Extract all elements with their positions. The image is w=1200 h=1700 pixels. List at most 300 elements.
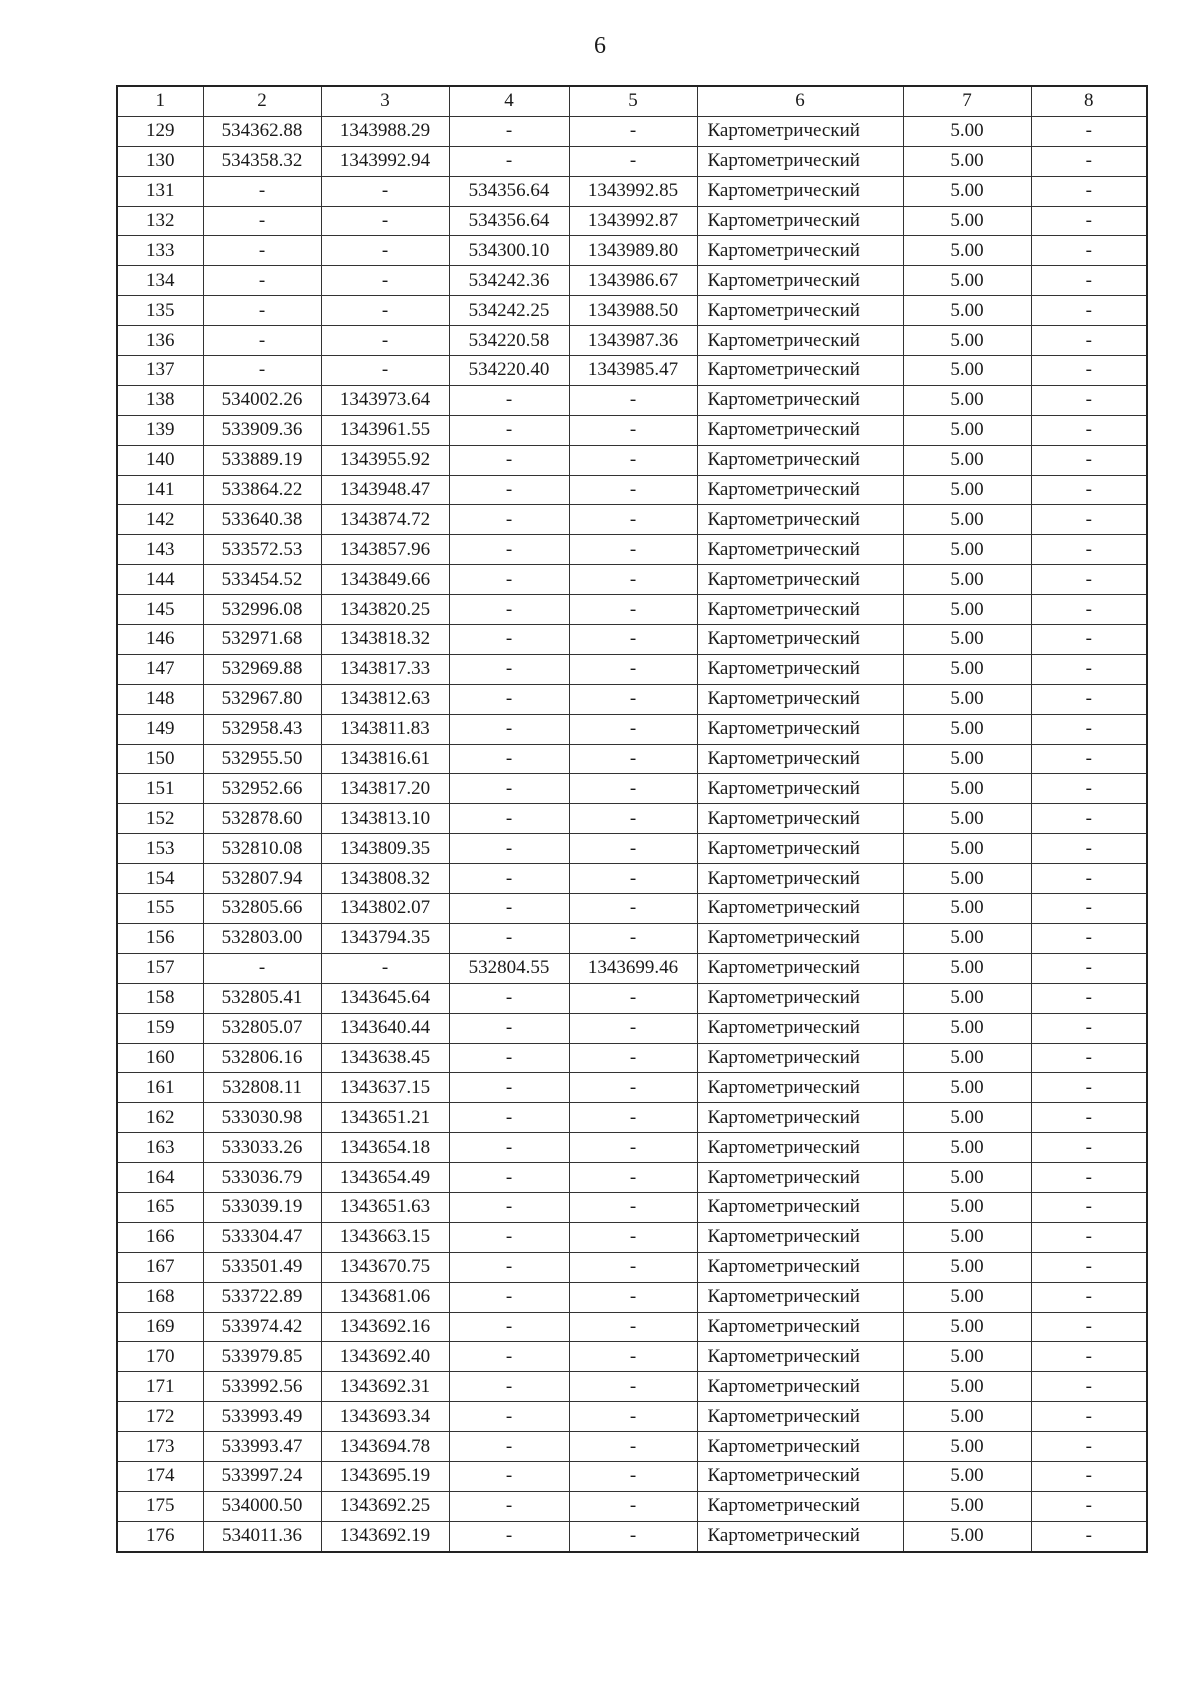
table-row [117, 1282, 1147, 1312]
x-coord-new-cell: - [449, 1103, 569, 1133]
x-coord-cell: 532805.66 [203, 894, 321, 924]
y-coord-new-cell: 1343699.46 [569, 953, 697, 983]
method-cell: Картометрический [697, 684, 903, 714]
table-row [117, 296, 1147, 326]
method-cell: Картометрический [697, 565, 903, 595]
x-coord-new-cell: - [449, 1133, 569, 1163]
point-number-cell: 144 [117, 565, 203, 595]
table-row [117, 415, 1147, 445]
y-coord-new-cell: - [569, 385, 697, 415]
accuracy-cell: 5.00 [903, 266, 1031, 296]
y-coord-new-cell: - [569, 714, 697, 744]
point-number-cell: 162 [117, 1103, 203, 1133]
x-coord-cell: 533036.79 [203, 1163, 321, 1193]
y-coord-cell: 1343973.64 [321, 385, 449, 415]
method-cell: Картометрический [697, 953, 903, 983]
point-number-cell: 167 [117, 1252, 203, 1282]
table-row [117, 864, 1147, 894]
y-coord-new-cell: - [569, 894, 697, 924]
method-cell: Картометрический [697, 1133, 903, 1163]
x-coord-new-cell: 534356.64 [449, 176, 569, 206]
method-cell: Картометрический [697, 146, 903, 176]
method-cell: Картометрический [697, 206, 903, 236]
x-coord-new-cell: - [449, 475, 569, 505]
accuracy-cell: 5.00 [903, 1372, 1031, 1402]
table-row [117, 1013, 1147, 1043]
y-coord-cell: 1343955.92 [321, 445, 449, 475]
x-coord-new-cell: - [449, 415, 569, 445]
table-row [117, 894, 1147, 924]
note-cell: - [1031, 1432, 1147, 1462]
x-coord-cell: 534002.26 [203, 385, 321, 415]
x-coord-new-cell: - [449, 1073, 569, 1103]
accuracy-cell: 5.00 [903, 445, 1031, 475]
note-cell: - [1031, 625, 1147, 655]
y-coord-cell: 1343637.15 [321, 1073, 449, 1103]
point-number-cell: 176 [117, 1521, 203, 1551]
accuracy-cell: 5.00 [903, 923, 1031, 953]
accuracy-cell: 5.00 [903, 1521, 1031, 1551]
method-cell: Картометрический [697, 415, 903, 445]
table-row [117, 445, 1147, 475]
point-number-cell: 165 [117, 1192, 203, 1222]
table-row [117, 1133, 1147, 1163]
note-cell: - [1031, 1073, 1147, 1103]
method-cell: Картометрический [697, 505, 903, 535]
table-row [117, 1461, 1147, 1491]
method-cell: Картометрический [697, 654, 903, 684]
y-coord-new-cell: - [569, 684, 697, 714]
note-cell: - [1031, 1402, 1147, 1432]
method-cell: Картометрический [697, 834, 903, 864]
table-row [117, 953, 1147, 983]
accuracy-cell: 5.00 [903, 774, 1031, 804]
x-coord-cell: 534011.36 [203, 1521, 321, 1551]
y-coord-cell: 1343692.31 [321, 1372, 449, 1402]
accuracy-cell: 5.00 [903, 834, 1031, 864]
point-number-cell: 161 [117, 1073, 203, 1103]
note-cell: - [1031, 834, 1147, 864]
point-number-cell: 147 [117, 654, 203, 684]
y-coord-cell: 1343695.19 [321, 1461, 449, 1491]
y-coord-new-cell: - [569, 475, 697, 505]
accuracy-cell: 5.00 [903, 475, 1031, 505]
note-cell: - [1031, 744, 1147, 774]
y-coord-new-cell: - [569, 804, 697, 834]
point-number-cell: 133 [117, 236, 203, 266]
note-cell: - [1031, 864, 1147, 894]
table-row [117, 505, 1147, 535]
y-coord-cell: 1343692.40 [321, 1342, 449, 1372]
note-cell: - [1031, 804, 1147, 834]
y-coord-cell: - [321, 236, 449, 266]
x-coord-new-cell: - [449, 744, 569, 774]
y-coord-new-cell: - [569, 1432, 697, 1462]
y-coord-new-cell: - [569, 1103, 697, 1133]
table-row [117, 385, 1147, 415]
x-coord-cell: 532810.08 [203, 834, 321, 864]
x-coord-cell: 533979.85 [203, 1342, 321, 1372]
accuracy-cell: 5.00 [903, 565, 1031, 595]
x-coord-new-cell: - [449, 1402, 569, 1432]
x-coord-new-cell: - [449, 1312, 569, 1342]
method-cell: Картометрический [697, 1402, 903, 1432]
y-coord-new-cell: - [569, 1043, 697, 1073]
note-cell: - [1031, 176, 1147, 206]
table-row [117, 1103, 1147, 1133]
table-row [117, 1342, 1147, 1372]
accuracy-cell: 5.00 [903, 505, 1031, 535]
note-cell: - [1031, 146, 1147, 176]
y-coord-cell: 1343651.63 [321, 1192, 449, 1222]
note-cell: - [1031, 894, 1147, 924]
x-coord-cell: 534358.32 [203, 146, 321, 176]
y-coord-new-cell: 1343992.85 [569, 176, 697, 206]
x-coord-cell: - [203, 266, 321, 296]
table-row [117, 146, 1147, 176]
y-coord-cell: 1343812.63 [321, 684, 449, 714]
x-coord-cell: - [203, 953, 321, 983]
x-coord-new-cell: - [449, 116, 569, 146]
accuracy-cell: 5.00 [903, 1192, 1031, 1222]
accuracy-cell: 5.00 [903, 296, 1031, 326]
y-coord-cell: - [321, 176, 449, 206]
method-cell: Картометрический [697, 1163, 903, 1193]
y-coord-new-cell: - [569, 1252, 697, 1282]
x-coord-new-cell: - [449, 923, 569, 953]
y-coord-new-cell: - [569, 834, 697, 864]
x-coord-cell: - [203, 356, 321, 386]
x-coord-new-cell: 534220.58 [449, 326, 569, 356]
x-coord-new-cell: - [449, 1491, 569, 1521]
point-number-cell: 168 [117, 1282, 203, 1312]
y-coord-new-cell: - [569, 445, 697, 475]
y-coord-cell: 1343663.15 [321, 1222, 449, 1252]
x-coord-cell: 533992.56 [203, 1372, 321, 1402]
note-cell: - [1031, 326, 1147, 356]
table-row [117, 1491, 1147, 1521]
note-cell: - [1031, 1491, 1147, 1521]
method-cell: Картометрический [697, 1491, 903, 1521]
y-coord-cell: 1343670.75 [321, 1252, 449, 1282]
y-coord-cell: 1343654.49 [321, 1163, 449, 1193]
method-cell: Картометрический [697, 296, 903, 326]
note-cell: - [1031, 296, 1147, 326]
table-row [117, 684, 1147, 714]
accuracy-cell: 5.00 [903, 595, 1031, 625]
point-number-cell: 174 [117, 1461, 203, 1491]
note-cell: - [1031, 1103, 1147, 1133]
point-number-cell: 172 [117, 1402, 203, 1432]
point-number-cell: 150 [117, 744, 203, 774]
note-cell: - [1031, 983, 1147, 1013]
y-coord-new-cell: - [569, 1163, 697, 1193]
note-cell: - [1031, 1461, 1147, 1491]
x-coord-new-cell: - [449, 146, 569, 176]
accuracy-cell: 5.00 [903, 1013, 1031, 1043]
page-number: 6 [594, 33, 606, 59]
note-cell: - [1031, 595, 1147, 625]
method-cell: Картометрический [697, 1192, 903, 1222]
y-coord-new-cell: - [569, 1342, 697, 1372]
x-coord-new-cell: - [449, 505, 569, 535]
note-cell: - [1031, 1372, 1147, 1402]
y-coord-new-cell: - [569, 1402, 697, 1432]
y-coord-cell: 1343645.64 [321, 983, 449, 1013]
x-coord-cell: 533722.89 [203, 1282, 321, 1312]
x-coord-new-cell: - [449, 894, 569, 924]
x-coord-cell: 533501.49 [203, 1252, 321, 1282]
accuracy-cell: 5.00 [903, 326, 1031, 356]
x-coord-new-cell: - [449, 1282, 569, 1312]
y-coord-cell: 1343692.19 [321, 1521, 449, 1551]
table-row [117, 206, 1147, 236]
x-coord-cell: 532803.00 [203, 923, 321, 953]
x-coord-new-cell: - [449, 1043, 569, 1073]
point-number-cell: 137 [117, 356, 203, 386]
point-number-cell: 160 [117, 1043, 203, 1073]
x-coord-cell: 533640.38 [203, 505, 321, 535]
method-cell: Картометрический [697, 176, 903, 206]
x-coord-new-cell: - [449, 1521, 569, 1551]
x-coord-cell: 533993.47 [203, 1432, 321, 1462]
y-coord-new-cell: - [569, 1461, 697, 1491]
x-coord-new-cell: - [449, 804, 569, 834]
y-coord-cell: 1343693.34 [321, 1402, 449, 1432]
x-coord-cell: - [203, 206, 321, 236]
accuracy-cell: 5.00 [903, 236, 1031, 266]
y-coord-new-cell: - [569, 1282, 697, 1312]
y-coord-cell: 1343817.33 [321, 654, 449, 684]
table-row [117, 1222, 1147, 1252]
table-row [117, 475, 1147, 505]
note-cell: - [1031, 654, 1147, 684]
accuracy-cell: 5.00 [903, 206, 1031, 236]
table-row [117, 774, 1147, 804]
column-header: 1 [117, 86, 203, 116]
y-coord-cell: 1343692.25 [321, 1491, 449, 1521]
note-cell: - [1031, 385, 1147, 415]
y-coord-new-cell: - [569, 864, 697, 894]
y-coord-new-cell: 1343987.36 [569, 326, 697, 356]
x-coord-cell: 532805.41 [203, 983, 321, 1013]
x-coord-new-cell: - [449, 1222, 569, 1252]
point-number-cell: 146 [117, 625, 203, 655]
accuracy-cell: 5.00 [903, 625, 1031, 655]
column-header: 5 [569, 86, 697, 116]
y-coord-cell: - [321, 356, 449, 386]
x-coord-new-cell: - [449, 774, 569, 804]
table-row [117, 983, 1147, 1013]
coordinates-table-container [116, 85, 1146, 1553]
x-coord-cell: 533889.19 [203, 445, 321, 475]
note-cell: - [1031, 1222, 1147, 1252]
method-cell: Картометрический [697, 1521, 903, 1551]
x-coord-new-cell: - [449, 864, 569, 894]
point-number-cell: 142 [117, 505, 203, 535]
y-coord-new-cell: - [569, 505, 697, 535]
x-coord-cell: 533974.42 [203, 1312, 321, 1342]
y-coord-new-cell: 1343988.50 [569, 296, 697, 326]
accuracy-cell: 5.00 [903, 1163, 1031, 1193]
table-row [117, 116, 1147, 146]
x-coord-new-cell: - [449, 1372, 569, 1402]
note-cell: - [1031, 1521, 1147, 1551]
note-cell: - [1031, 236, 1147, 266]
accuracy-cell: 5.00 [903, 1342, 1031, 1372]
x-coord-new-cell: - [449, 1192, 569, 1222]
note-cell: - [1031, 1013, 1147, 1043]
x-coord-cell: 532805.07 [203, 1013, 321, 1043]
y-coord-new-cell: - [569, 1073, 697, 1103]
y-coord-cell: 1343849.66 [321, 565, 449, 595]
x-coord-new-cell: - [449, 1342, 569, 1372]
x-coord-cell: 533304.47 [203, 1222, 321, 1252]
note-cell: - [1031, 774, 1147, 804]
table-row [117, 176, 1147, 206]
y-coord-cell: 1343654.18 [321, 1133, 449, 1163]
y-coord-new-cell: - [569, 1491, 697, 1521]
y-coord-cell: - [321, 326, 449, 356]
x-coord-new-cell: - [449, 1163, 569, 1193]
method-cell: Картометрический [697, 1073, 903, 1103]
method-cell: Картометрический [697, 1342, 903, 1372]
note-cell: - [1031, 684, 1147, 714]
method-cell: Картометрический [697, 445, 903, 475]
y-coord-cell: 1343811.83 [321, 714, 449, 744]
y-coord-cell: - [321, 266, 449, 296]
table-row [117, 714, 1147, 744]
point-number-cell: 157 [117, 953, 203, 983]
method-cell: Картометрический [697, 1043, 903, 1073]
y-coord-cell: 1343988.29 [321, 116, 449, 146]
method-cell: Картометрический [697, 1461, 903, 1491]
method-cell: Картометрический [697, 266, 903, 296]
table-row [117, 356, 1147, 386]
note-cell: - [1031, 1312, 1147, 1342]
accuracy-cell: 5.00 [903, 864, 1031, 894]
point-number-cell: 149 [117, 714, 203, 744]
y-coord-cell: - [321, 296, 449, 326]
y-coord-cell: 1343818.32 [321, 625, 449, 655]
accuracy-cell: 5.00 [903, 714, 1031, 744]
method-cell: Картометрический [697, 1282, 903, 1312]
method-cell: Картометрический [697, 1432, 903, 1462]
y-coord-new-cell: - [569, 595, 697, 625]
x-coord-cell: 532955.50 [203, 744, 321, 774]
note-cell: - [1031, 266, 1147, 296]
point-number-cell: 153 [117, 834, 203, 864]
x-coord-cell: - [203, 296, 321, 326]
method-cell: Картометрический [697, 774, 903, 804]
table-row [117, 266, 1147, 296]
point-number-cell: 130 [117, 146, 203, 176]
y-coord-new-cell: - [569, 1312, 697, 1342]
x-coord-new-cell: - [449, 1432, 569, 1462]
y-coord-cell: 1343948.47 [321, 475, 449, 505]
accuracy-cell: 5.00 [903, 1103, 1031, 1133]
x-coord-cell: 533997.24 [203, 1461, 321, 1491]
note-cell: - [1031, 1043, 1147, 1073]
point-number-cell: 131 [117, 176, 203, 206]
method-cell: Картометрический [697, 983, 903, 1013]
note-cell: - [1031, 923, 1147, 953]
accuracy-cell: 5.00 [903, 356, 1031, 386]
method-cell: Картометрический [697, 1252, 903, 1282]
x-coord-new-cell: - [449, 1252, 569, 1282]
x-coord-cell: - [203, 236, 321, 266]
y-coord-cell: - [321, 953, 449, 983]
accuracy-cell: 5.00 [903, 804, 1031, 834]
note-cell: - [1031, 445, 1147, 475]
point-number-cell: 148 [117, 684, 203, 714]
note-cell: - [1031, 1252, 1147, 1282]
method-cell: Картометрический [697, 1312, 903, 1342]
x-coord-new-cell: - [449, 834, 569, 864]
y-coord-cell: 1343681.06 [321, 1282, 449, 1312]
y-coord-cell: 1343692.16 [321, 1312, 449, 1342]
point-number-cell: 169 [117, 1312, 203, 1342]
note-cell: - [1031, 1192, 1147, 1222]
accuracy-cell: 5.00 [903, 654, 1031, 684]
x-coord-cell: 532969.88 [203, 654, 321, 684]
accuracy-cell: 5.00 [903, 1282, 1031, 1312]
x-coord-new-cell: - [449, 565, 569, 595]
y-coord-new-cell: - [569, 923, 697, 953]
x-coord-cell: 532958.43 [203, 714, 321, 744]
point-number-cell: 170 [117, 1342, 203, 1372]
table-row [117, 804, 1147, 834]
point-number-cell: 173 [117, 1432, 203, 1462]
column-header: 3 [321, 86, 449, 116]
x-coord-cell: 533030.98 [203, 1103, 321, 1133]
point-number-cell: 163 [117, 1133, 203, 1163]
x-coord-cell: 532996.08 [203, 595, 321, 625]
x-coord-cell: 533864.22 [203, 475, 321, 505]
x-coord-new-cell: - [449, 983, 569, 1013]
table-row [117, 1372, 1147, 1402]
x-coord-cell: 532808.11 [203, 1073, 321, 1103]
method-cell: Картометрический [697, 1372, 903, 1402]
method-cell: Картометрический [697, 1222, 903, 1252]
y-coord-new-cell: - [569, 983, 697, 1013]
method-cell: Картометрический [697, 595, 903, 625]
y-coord-cell: 1343640.44 [321, 1013, 449, 1043]
point-number-cell: 138 [117, 385, 203, 415]
point-number-cell: 134 [117, 266, 203, 296]
x-coord-cell: 532807.94 [203, 864, 321, 894]
x-coord-new-cell: - [449, 654, 569, 684]
x-coord-new-cell: - [449, 625, 569, 655]
y-coord-new-cell: 1343986.67 [569, 266, 697, 296]
x-coord-new-cell: - [449, 385, 569, 415]
point-number-cell: 154 [117, 864, 203, 894]
x-coord-cell: 533993.49 [203, 1402, 321, 1432]
table-row [117, 834, 1147, 864]
accuracy-cell: 5.00 [903, 684, 1031, 714]
x-coord-cell: 533454.52 [203, 565, 321, 595]
x-coord-cell: - [203, 176, 321, 206]
table-row [117, 1432, 1147, 1462]
accuracy-cell: 5.00 [903, 1491, 1031, 1521]
y-coord-cell: 1343638.45 [321, 1043, 449, 1073]
accuracy-cell: 5.00 [903, 1432, 1031, 1462]
table-row [117, 625, 1147, 655]
point-number-cell: 140 [117, 445, 203, 475]
x-coord-new-cell: 534300.10 [449, 236, 569, 266]
method-cell: Картометрический [697, 923, 903, 953]
y-coord-cell: 1343794.35 [321, 923, 449, 953]
